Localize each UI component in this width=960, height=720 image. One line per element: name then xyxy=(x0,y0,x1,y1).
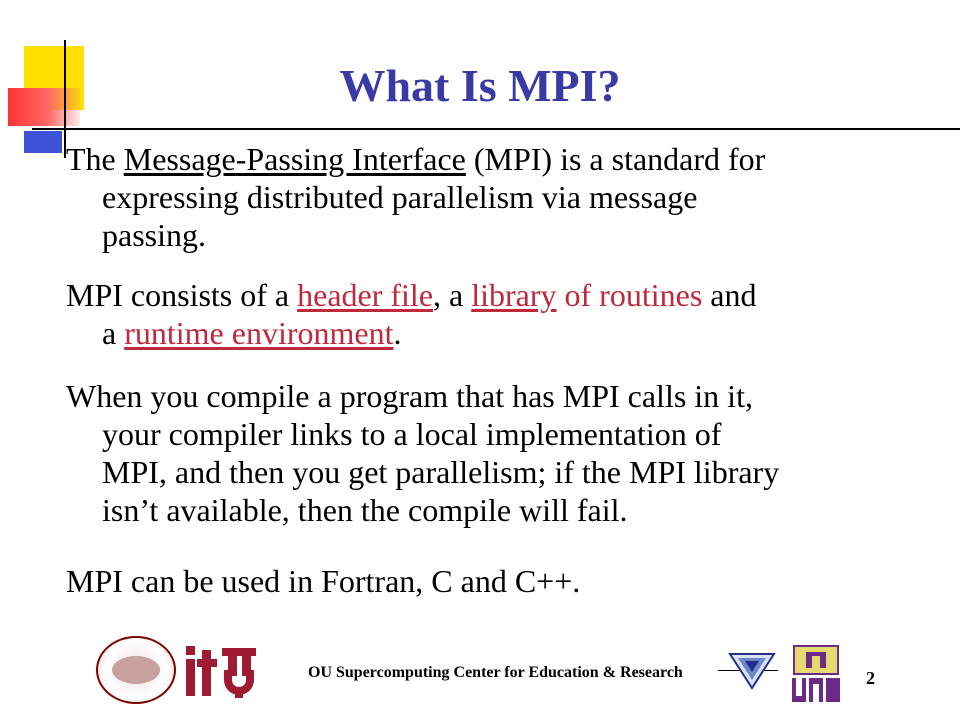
text-run: and xyxy=(702,277,757,313)
text-line: your compiler links to a local implementation of xyxy=(102,416,722,452)
text-line: passing. xyxy=(102,217,206,253)
slide-title: What Is MPI? xyxy=(339,60,621,111)
text-line xyxy=(66,140,936,178)
text-line xyxy=(66,314,936,352)
text-run: MPI consists of a xyxy=(66,277,298,313)
text-line xyxy=(66,276,936,314)
link-message-passing-interface[interactable]: Message-Passing Interface xyxy=(123,141,466,177)
deco-blue-square xyxy=(24,131,62,153)
text-line: MPI can be used in Fortran, C and C++. xyxy=(66,563,581,599)
link-header-file[interactable]: header file xyxy=(297,277,434,313)
text-line: expressing distributed parallelism via message xyxy=(102,179,698,215)
text-run: , a xyxy=(433,277,472,313)
text-line: When you compile a program that has MPI calls in it, xyxy=(66,378,753,414)
footer-organization: OU Supercomputing Center for Education & Research xyxy=(308,664,683,681)
text-run: . xyxy=(393,315,402,351)
ou-it-logo xyxy=(184,640,264,700)
text-run-red: of routines xyxy=(556,277,703,313)
text-line: MPI, and then you get parallelism; if the MPI library xyxy=(102,454,780,490)
text-run: (MPI) is a standard for xyxy=(465,141,766,177)
text-run: The xyxy=(66,141,124,177)
text-run: a xyxy=(102,315,125,351)
uni-logo xyxy=(790,644,842,704)
paragraph-mpi-definition xyxy=(66,140,936,254)
paragraph-languages xyxy=(66,562,936,600)
page-number: 2 xyxy=(866,668,875,688)
oscer-seal-logo xyxy=(96,636,176,704)
title-underline-rule xyxy=(32,128,960,130)
link-library[interactable]: library xyxy=(471,277,557,313)
oscer-seal-emblem xyxy=(112,656,160,684)
link-runtime-environment[interactable]: runtime environment xyxy=(124,315,394,351)
triangle-logo xyxy=(728,650,776,690)
text-line: isn’t available, then the compile will fail. xyxy=(102,492,628,528)
paragraph-compile xyxy=(66,377,936,529)
paragraph-mpi-components xyxy=(66,276,936,352)
